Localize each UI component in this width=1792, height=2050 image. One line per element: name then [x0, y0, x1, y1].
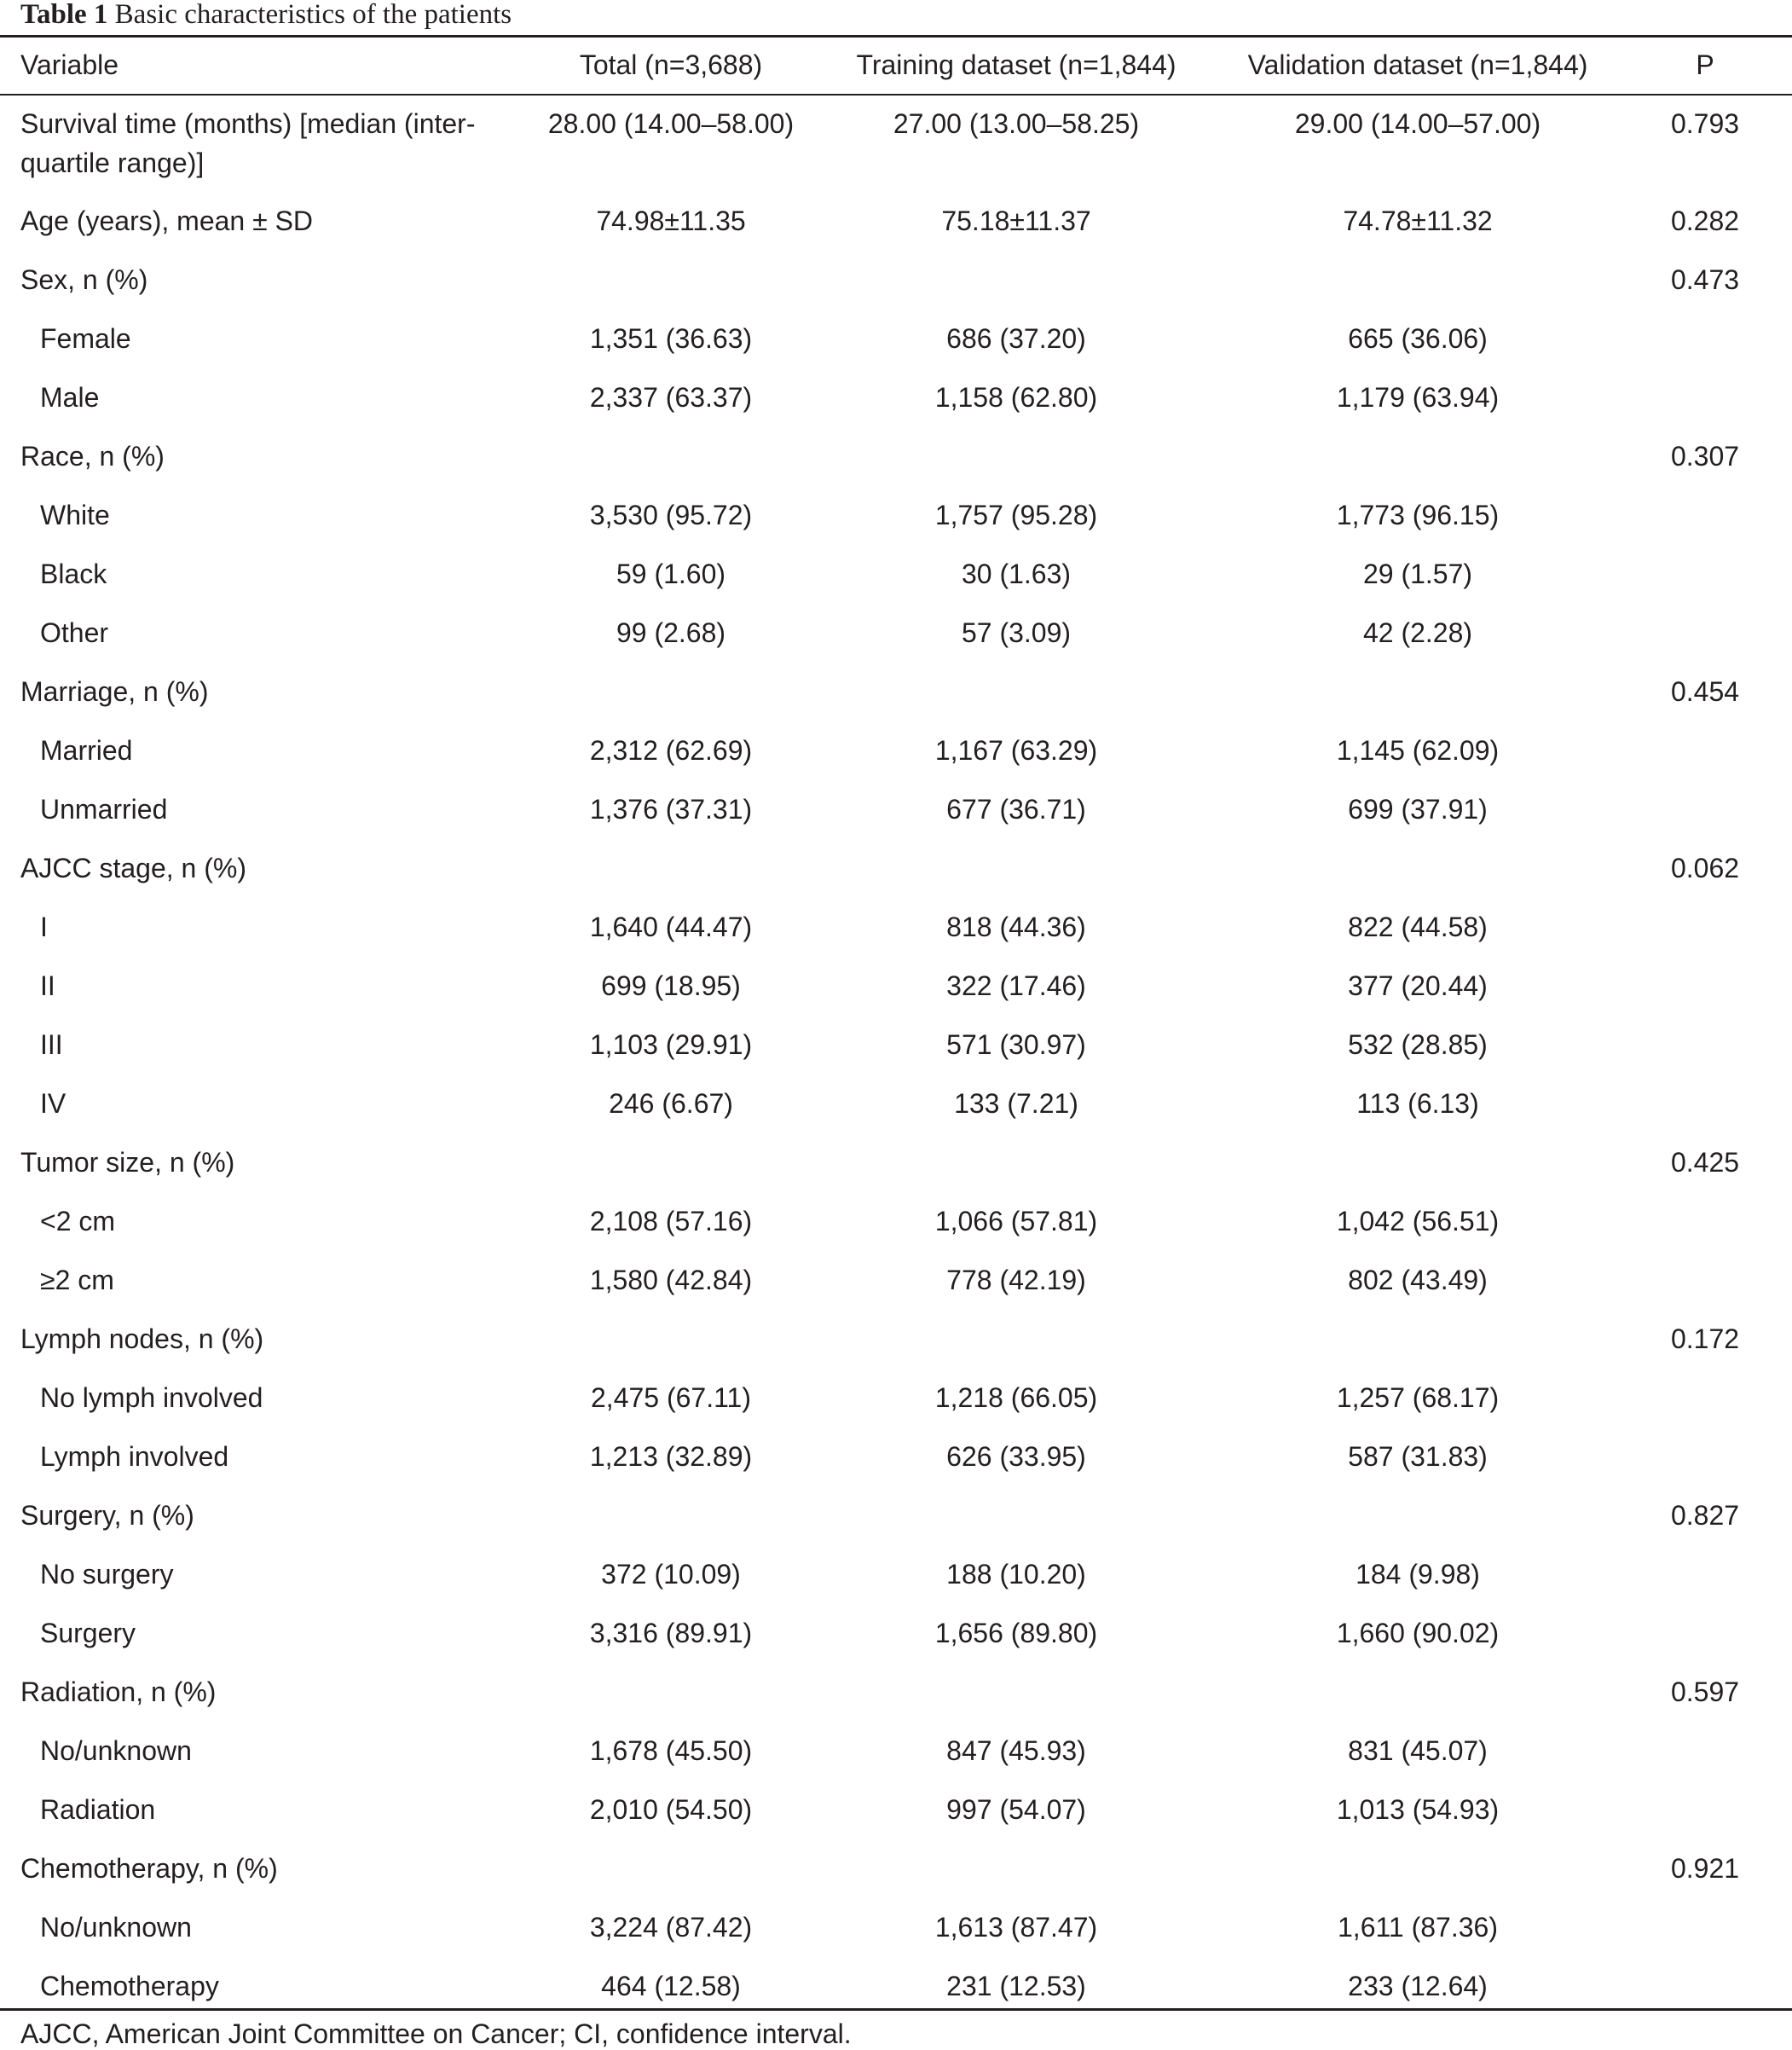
cell-total: 2,337 (63.37): [589, 382, 753, 413]
cell-training: 1,656 (89.80): [934, 1618, 1098, 1648]
cell-variable: Marriage, n (%): [20, 676, 209, 707]
cell-p: 0.062: [1670, 853, 1740, 883]
header-row: [0, 36, 1792, 94]
cell-total: 1,351 (36.63): [589, 323, 753, 354]
cell-variable: Tumor size, n (%): [20, 1147, 235, 1178]
table-body: [0, 94, 1792, 2015]
cell-p: [1618, 1250, 1792, 1309]
table-row: [0, 1956, 1792, 2015]
cell-training: [815, 1662, 1217, 1721]
cell-training: [815, 1839, 1217, 1897]
cell-variable: Lymph involved: [40, 1441, 229, 1472]
cell-validation: [1217, 1485, 1618, 1544]
cell-p: 0.282: [1670, 206, 1740, 236]
cell-training: [815, 426, 1217, 485]
cell-training: 997 (54.07): [946, 1794, 1086, 1825]
cell-training: [815, 838, 1217, 897]
cell-total: 1,580 (42.84): [589, 1265, 753, 1295]
cell-total: 28.00 (14.00–58.00): [547, 108, 795, 139]
table-row: [0, 309, 1792, 368]
cell-p: [1618, 1721, 1792, 1780]
cell-training: 75.18±11.37: [941, 206, 1091, 236]
cell-p: [1618, 1015, 1792, 1074]
cell-p: [1618, 956, 1792, 1015]
cell-training: [815, 662, 1217, 721]
table-row: [0, 544, 1792, 603]
cell-total: 3,316 (89.91): [589, 1618, 753, 1648]
cell-validation: 1,660 (90.02): [1336, 1618, 1500, 1648]
cell-variable: White: [40, 500, 110, 530]
cell-validation: 29 (1.57): [1362, 559, 1473, 589]
table-row: [0, 603, 1792, 662]
table-row: [0, 1839, 1792, 1897]
cell-total: [527, 250, 815, 309]
cell-p: [1618, 1544, 1792, 1603]
cell-validation: 1,042 (56.51): [1336, 1206, 1500, 1236]
cell-variable: Survival time (months) [median (inter-quartile range)]: [20, 108, 476, 178]
cell-training: 1,158 (62.80): [934, 382, 1098, 413]
cell-validation: 42 (2.28): [1362, 617, 1473, 648]
cell-total: 2,010 (54.50): [589, 1794, 753, 1825]
cell-training: [815, 250, 1217, 309]
cell-training: 188 (10.20): [946, 1559, 1086, 1590]
cell-variable: III: [40, 1029, 63, 1060]
cell-p: [1618, 1191, 1792, 1250]
cell-variable: Female: [40, 323, 131, 354]
cell-validation: 377 (20.44): [1348, 970, 1488, 1001]
cell-p: [1618, 721, 1792, 779]
cell-p: 0.172: [1670, 1323, 1740, 1354]
table-row: [0, 1603, 1792, 1662]
cell-p: 0.597: [1670, 1676, 1740, 1707]
table-row: [0, 485, 1792, 544]
cell-variable: ≥2 cm: [40, 1265, 114, 1295]
table-row: [0, 1721, 1792, 1780]
cell-total: 99 (2.68): [616, 617, 726, 648]
table-row: [0, 94, 1792, 191]
cell-validation: 29.00 (14.00–57.00): [1294, 108, 1541, 139]
cell-training: 847 (45.93): [946, 1735, 1086, 1766]
cell-p: [1618, 309, 1792, 368]
cell-p: [1618, 1780, 1792, 1839]
cell-validation: 665 (36.06): [1348, 323, 1488, 354]
cell-variable: II: [40, 970, 55, 1001]
cell-p: [1618, 544, 1792, 603]
cell-total: 1,678 (45.50): [589, 1735, 753, 1766]
cell-variable: Age (years), mean ± SD: [20, 206, 314, 236]
cell-p: 0.425: [1670, 1147, 1740, 1178]
cell-p: [1618, 779, 1792, 838]
cell-variable: No/unknown: [40, 1735, 192, 1766]
cell-variable: Chemotherapy: [40, 1971, 219, 2001]
table-row: [0, 1780, 1792, 1839]
cell-training: 686 (37.20): [946, 323, 1086, 354]
cell-variable: Married: [40, 735, 133, 766]
cell-training: 57 (3.09): [961, 617, 1072, 648]
cell-variable: <2 cm: [40, 1206, 116, 1236]
cell-variable: Unmarried: [40, 794, 168, 825]
cell-training: 1,066 (57.81): [934, 1206, 1098, 1236]
cell-validation: 1,257 (68.17): [1336, 1382, 1500, 1413]
cell-training: [815, 1485, 1217, 1544]
cell-variable: No lymph involved: [40, 1382, 263, 1413]
cell-p: 0.307: [1670, 441, 1740, 472]
table-row: [0, 1544, 1792, 1603]
cell-training: 571 (30.97): [946, 1029, 1086, 1060]
cell-training: 626 (33.95): [946, 1441, 1086, 1472]
cell-training: 30 (1.63): [961, 559, 1072, 589]
cell-training: 1,613 (87.47): [934, 1912, 1098, 1943]
cell-validation: 822 (44.58): [1348, 912, 1488, 942]
cell-total: 1,103 (29.91): [589, 1029, 753, 1060]
table-row: [0, 250, 1792, 309]
cell-training: 1,167 (63.29): [934, 735, 1098, 766]
cell-total: 2,475 (67.11): [591, 1382, 751, 1413]
cell-total: 246 (6.67): [609, 1088, 733, 1119]
cell-p: 0.473: [1670, 264, 1740, 295]
table-row: [0, 1132, 1792, 1191]
cell-variable: Radiation: [40, 1794, 156, 1825]
cell-training: [815, 1132, 1217, 1191]
header-total: Total (n=3,688): [579, 49, 763, 80]
cell-validation: [1217, 1132, 1618, 1191]
cell-validation: [1217, 1309, 1618, 1368]
cell-training: [815, 1309, 1217, 1368]
table-row: [0, 1368, 1792, 1427]
cell-validation: 184 (9.98): [1356, 1559, 1480, 1590]
cell-validation: 233 (12.64): [1348, 1971, 1488, 2001]
cell-validation: 532 (28.85): [1348, 1029, 1488, 1060]
cell-variable: Black: [40, 559, 107, 589]
cell-total: 372 (10.09): [601, 1559, 741, 1590]
table-row: [0, 1309, 1792, 1368]
cell-validation: 1,145 (62.09): [1336, 735, 1500, 766]
header-validation: Validation dataset (n=1,844): [1247, 49, 1588, 80]
table-row: [0, 1662, 1792, 1721]
characteristics-table: [0, 36, 1792, 2015]
cell-total: 464 (12.58): [601, 1971, 741, 2001]
table-caption: [20, 0, 512, 29]
table-row: [0, 191, 1792, 250]
table-title: Basic characteristics of the patients: [114, 0, 512, 30]
table-row: [0, 662, 1792, 721]
cell-p: [1618, 1603, 1792, 1662]
cell-variable: Surgery: [40, 1618, 136, 1648]
cell-total: 1,376 (37.31): [589, 794, 753, 825]
table-label: Table 1: [20, 0, 108, 30]
cell-total: [527, 1839, 815, 1897]
table-row: [0, 779, 1792, 838]
header-variable: Variable: [20, 49, 119, 80]
cell-total: 699 (18.95): [601, 970, 741, 1001]
cell-validation: 74.78±11.32: [1343, 206, 1493, 236]
table-row: [0, 368, 1792, 426]
cell-variable: Lymph nodes, n (%): [20, 1323, 264, 1354]
header-training: Training dataset (n=1,844): [856, 49, 1176, 80]
cell-p: 0.921: [1670, 1853, 1740, 1884]
cell-variable: Male: [40, 382, 100, 413]
cell-validation: 1,179 (63.94): [1336, 382, 1500, 413]
cell-p: 0.827: [1670, 1500, 1740, 1531]
cell-total: [527, 838, 815, 897]
cell-total: [527, 426, 815, 485]
cell-variable: Sex, n (%): [20, 264, 148, 295]
cell-variable: Radiation, n (%): [20, 1676, 217, 1707]
table-footnote: AJCC, American Joint Committee on Cancer; CI, confidence interval.: [20, 2018, 852, 2049]
table-row: [0, 897, 1792, 956]
cell-variable: Surgery, n (%): [20, 1500, 194, 1531]
table-row: [0, 1897, 1792, 1956]
cell-validation: 699 (37.91): [1348, 794, 1488, 825]
header-p: P: [1696, 49, 1714, 80]
cell-total: 2,312 (62.69): [589, 735, 753, 766]
table-row: [0, 426, 1792, 485]
cell-p: [1618, 897, 1792, 956]
cell-total: 2,108 (57.16): [589, 1206, 753, 1236]
cell-training: 27.00 (13.00–58.25): [893, 108, 1140, 139]
cell-validation: [1217, 838, 1618, 897]
table-row: [0, 956, 1792, 1015]
cell-validation: [1217, 1662, 1618, 1721]
cell-p: 0.793: [1670, 108, 1740, 139]
cell-p: [1618, 1427, 1792, 1485]
cell-validation: 1,773 (96.15): [1336, 500, 1500, 530]
table-row: [0, 838, 1792, 897]
table-row: [0, 1485, 1792, 1544]
table-row: [0, 1191, 1792, 1250]
cell-training: 778 (42.19): [946, 1265, 1086, 1295]
cell-p: [1618, 368, 1792, 426]
cell-total: [527, 1132, 815, 1191]
cell-p: [1618, 485, 1792, 544]
cell-variable: I: [40, 912, 48, 942]
table-row: [0, 1074, 1792, 1132]
cell-total: 59 (1.60): [616, 559, 726, 589]
cell-training: 322 (17.46): [946, 970, 1086, 1001]
cell-training: 1,218 (66.05): [934, 1382, 1098, 1413]
cell-p: [1618, 1368, 1792, 1427]
cell-total: [527, 662, 815, 721]
cell-variable: Chemotherapy, n (%): [20, 1853, 278, 1884]
cell-validation: [1217, 426, 1618, 485]
cell-total: 3,224 (87.42): [589, 1912, 753, 1943]
cell-variable: Race, n (%): [20, 441, 165, 472]
cell-validation: [1217, 1839, 1618, 1897]
table-row: [0, 721, 1792, 779]
cell-validation: 1,611 (87.36): [1338, 1912, 1498, 1943]
table-row: [0, 1250, 1792, 1309]
cell-total: 3,530 (95.72): [589, 500, 753, 530]
cell-validation: 587 (31.83): [1348, 1441, 1488, 1472]
cell-total: [527, 1309, 815, 1368]
cell-training: 818 (44.36): [946, 912, 1086, 942]
cell-validation: [1217, 250, 1618, 309]
cell-validation: 831 (45.07): [1348, 1735, 1488, 1766]
cell-total: 1,213 (32.89): [589, 1441, 753, 1472]
cell-p: [1618, 1956, 1792, 2015]
cell-p: [1618, 603, 1792, 662]
cell-validation: 1,013 (54.93): [1336, 1794, 1500, 1825]
cell-variable: No surgery: [40, 1559, 174, 1590]
cell-p: [1618, 1074, 1792, 1132]
cell-variable: IV: [40, 1088, 66, 1119]
table-row: [0, 1015, 1792, 1074]
cell-training: 1,757 (95.28): [934, 500, 1098, 530]
cell-total: 74.98±11.35: [596, 206, 746, 236]
cell-total: [527, 1485, 815, 1544]
table-row: [0, 1427, 1792, 1485]
cell-variable: AJCC stage, n (%): [20, 853, 246, 883]
cell-training: 231 (12.53): [946, 1971, 1086, 2001]
cell-variable: No/unknown: [40, 1912, 192, 1943]
cell-training: 677 (36.71): [946, 794, 1086, 825]
cell-total: 1,640 (44.47): [589, 912, 753, 942]
cell-training: 133 (7.21): [954, 1088, 1078, 1119]
cell-variable: Other: [40, 617, 109, 648]
cell-validation: 802 (43.49): [1348, 1265, 1488, 1295]
cell-p: 0.454: [1670, 676, 1740, 707]
cell-p: [1618, 1897, 1792, 1956]
cell-validation: 113 (6.13): [1356, 1088, 1479, 1119]
cell-total: [527, 1662, 815, 1721]
cell-validation: [1217, 662, 1618, 721]
